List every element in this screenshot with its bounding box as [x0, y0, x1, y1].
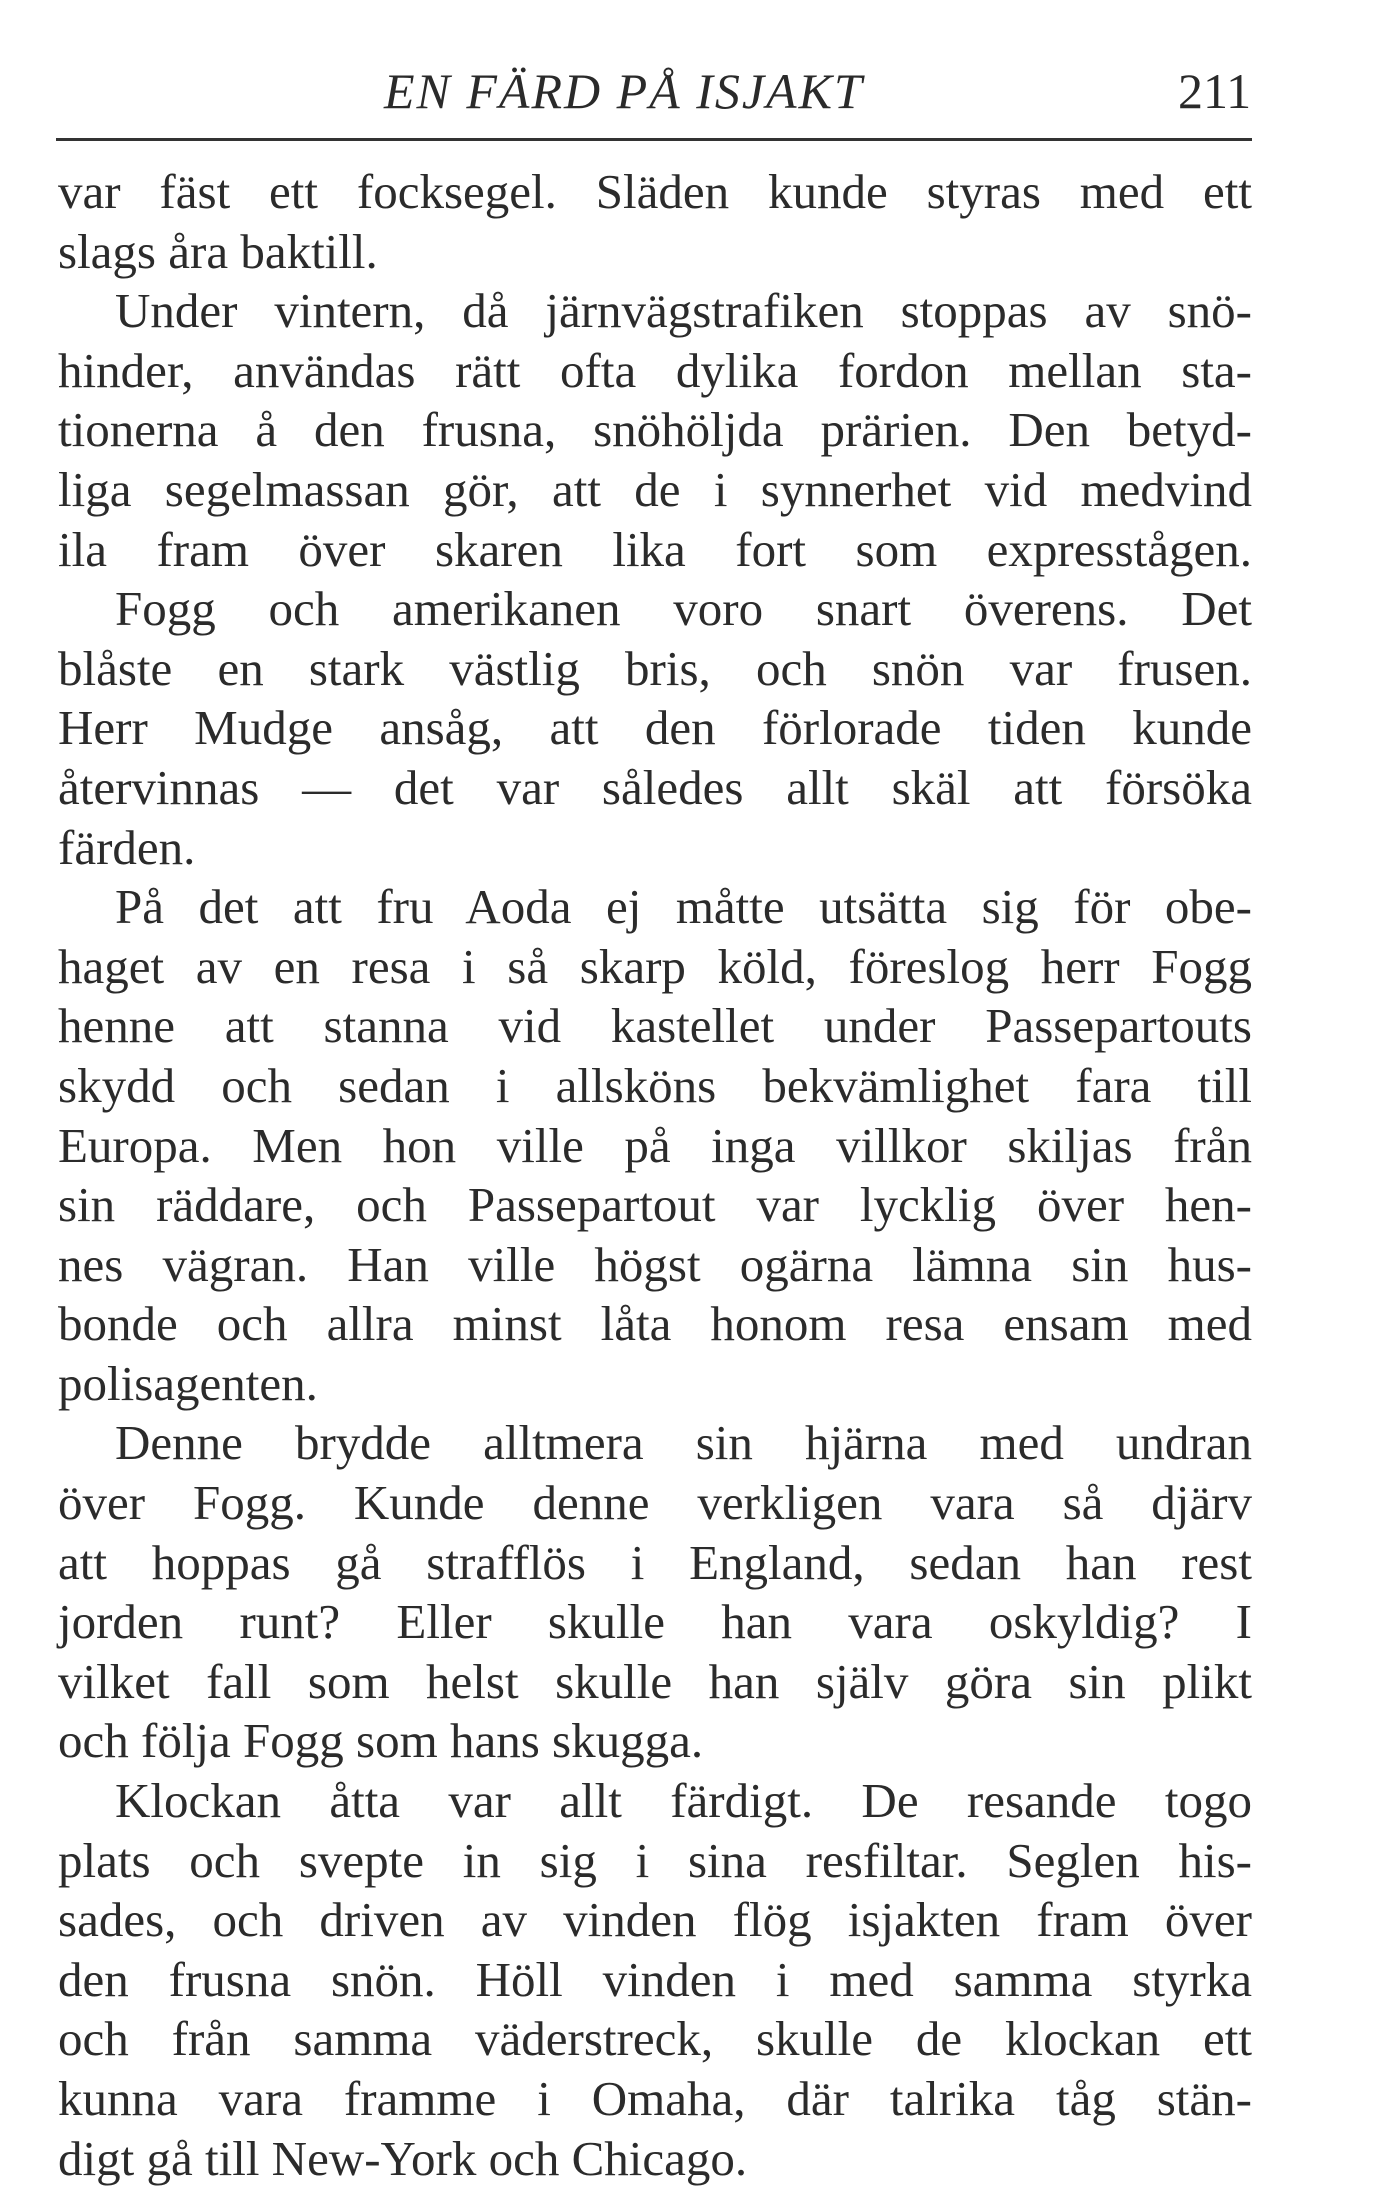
text-line: den frusna snön. Höll vinden i med samma styrka — [58, 1951, 1252, 2007]
text-line: liga segelmassan gör, att de i synnerhet vid medvind — [58, 461, 1252, 517]
text-line: Under vintern, då järnvägstrafiken stoppas av snö- — [115, 283, 1252, 339]
text-line: polisagenten. — [58, 1355, 318, 1411]
text-line: bonde och allra minst låta honom resa ensam med — [58, 1296, 1252, 1352]
text-line: slags åra baktill. — [58, 223, 378, 279]
text-line: återvinnas — det var således allt skäl att försöka — [58, 759, 1252, 815]
text-line: ila fram över skaren lika fort som expresstågen. — [58, 521, 1252, 577]
text-line: haget av en resa i så skarp köld, föreslog herr Fogg — [58, 938, 1252, 994]
text-line: var fäst ett focksegel. Släden kunde styras med ett — [58, 164, 1252, 219]
text-line: och följa Fogg som hans skugga. — [58, 1713, 704, 1769]
text-line: sin räddare, och Passepartout var lycklig över hen- — [58, 1177, 1252, 1233]
text-line: Denne brydde alltmera sin hjärna med undran — [115, 1415, 1252, 1471]
text-line: blåste en stark västlig bris, och snön var frusen. — [58, 640, 1252, 696]
page-number: 211 — [1178, 63, 1252, 119]
text-line: skydd och sedan i allsköns bekvämlighet fara till — [58, 1057, 1252, 1113]
text-line: hinder, användas rätt ofta dylika fordon mellan sta- — [58, 342, 1252, 398]
text-line: Europa. Men hon ville på inga villkor skiljas från — [58, 1117, 1252, 1173]
text-line: tionerna å den frusna, snöhöljda prärien. Den betyd- — [58, 402, 1252, 458]
header-rule — [56, 138, 1252, 141]
text-line: färden. — [58, 819, 196, 875]
text-line: att hoppas gå strafflös i England, sedan han rest — [58, 1534, 1252, 1590]
text-line: plats och svepte in sig i sina resfiltar. Seglen his- — [58, 1832, 1252, 1888]
text-line: jorden runt? Eller skulle han vara oskyldig? I — [58, 1594, 1252, 1650]
page-header — [0, 62, 1400, 132]
text-line: nes vägran. Han ville högst ogärna lämna sin hus- — [58, 1236, 1252, 1292]
text-line: Fogg och amerikanen voro snart överens. Det — [115, 581, 1252, 637]
body-text — [58, 162, 1252, 2188]
text-line: över Fogg. Kunde denne verkligen vara så djärv — [58, 1475, 1252, 1531]
text-line: Herr Mudge ansåg, att den förlorade tiden kunde — [58, 700, 1252, 756]
text-line: sades, och driven av vinden flög isjakten fram över — [58, 1892, 1252, 1948]
text-line: digt gå till New-York och Chicago. — [58, 2130, 748, 2186]
running-title: EN FÄRD PÅ ISJAKT — [384, 63, 864, 119]
text-line: och från samma väderstreck, skulle de klockan ett — [58, 2011, 1252, 2067]
text-line: På det att fru Aoda ej måtte utsätta sig för obe- — [115, 879, 1252, 935]
text-line: kunna vara framme i Omaha, där talrika tåg stän- — [58, 2071, 1252, 2126]
text-line: Klockan åtta var allt färdigt. De resande togo — [115, 1773, 1252, 1829]
text-line: henne att stanna vid kastellet under Passepartouts — [58, 998, 1252, 1054]
text-line: vilket fall som helst skulle han själv göra sin plikt — [58, 1653, 1252, 1709]
